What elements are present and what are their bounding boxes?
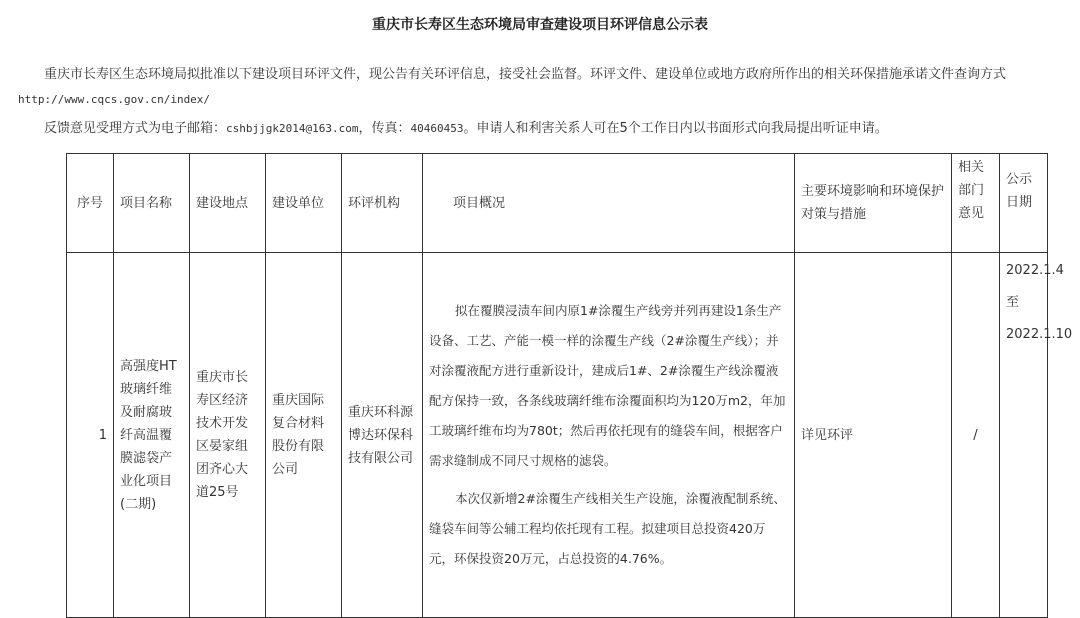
header-eia-org: 环评机构: [342, 154, 423, 253]
header-project-name: 项目名称: [114, 154, 190, 253]
feedback-email[interactable]: cshbjjgk2014@163.com: [226, 122, 359, 135]
cell-date: 2022.1.4至2022.1.10: [1000, 253, 1048, 618]
feedback-suffix: 。申请人和利害关系人可在5个工作日内以书面形式向我局提出听证申请。: [463, 121, 888, 136]
feedback-paragraph: [18, 118, 1068, 140]
page-title: 重庆市长寿区生态环境局审查建设项目环评信息公示表: [372, 17, 708, 33]
table-row: [67, 253, 1048, 618]
fax-number: 40460453: [410, 122, 464, 135]
overview-paragraph-2: 本次仅新增2#涂覆生产线相关生产设施，涂覆液配制系统、缝袋车间等公辅工程均依托现有工程。拟建项目总投资420万元，环保投资20万元，占总投资的4.76%。: [429, 491, 786, 566]
cell-construction-unit: 重庆国际复合材料股份有限公司: [266, 253, 342, 618]
cell-eia-org: 重庆环科源博达环保科技有限公司: [342, 253, 423, 618]
project-info-table: [66, 153, 1073, 618]
cell-project-name: 高强度HT玻璃纤维及耐腐玻纤高温覆膜滤袋产业化项目(二期): [114, 253, 190, 618]
overview-paragraph-1: 拟在覆膜浸渍车间内原1#涂覆生产线旁并列再建设1条生产设备、工艺、产能一模一样的涂覆生产线（2#涂覆生产线）；并对涂覆液配方进行重新设计，建成后1#、2#涂覆生产线涂覆液配方保持一致，各条线玻璃纤维布涂覆面积均为120万m2，年加工玻璃纤维布均为780t；然后再依托现有的缝袋车间，根据客户需求缝制成不同尺寸规格的滤袋。: [429, 303, 786, 468]
fax-label: ，传真：: [358, 121, 411, 136]
cell-overview: [423, 253, 795, 618]
intro-text: 重庆市长寿区生态环境局拟批准以下建设项目环评文件，现公告有关环评信息，接受社会监督。环评文件、建设单位或地方政府所作出的相关环保措施承诺文件查询方式: [44, 67, 1007, 82]
table-header-row: [67, 154, 1048, 253]
header-location: 建设地点: [190, 154, 266, 253]
header-measures: 主要环境影响和环境保护对策与措施: [795, 154, 952, 253]
cell-opinion: /: [952, 253, 1000, 618]
query-url-link[interactable]: http://www.cqcs.gov.cn/index/: [18, 93, 211, 106]
header-opinion: 相关部门意见: [952, 154, 1000, 253]
cell-measures: 详见环评: [795, 253, 952, 618]
header-construction-unit: 建设单位: [266, 154, 342, 253]
header-seq: 序号: [67, 154, 114, 253]
feedback-prefix: 反馈意见受理方式为电子邮箱：: [44, 121, 227, 136]
cell-location: 重庆市长寿区经济技术开发区晏家组团齐心大道25号: [190, 253, 266, 618]
cell-seq: 1: [67, 253, 114, 618]
header-date: 公示日期: [1000, 154, 1048, 253]
intro-paragraph: [18, 62, 1068, 112]
header-overview: 项目概况: [423, 154, 795, 253]
